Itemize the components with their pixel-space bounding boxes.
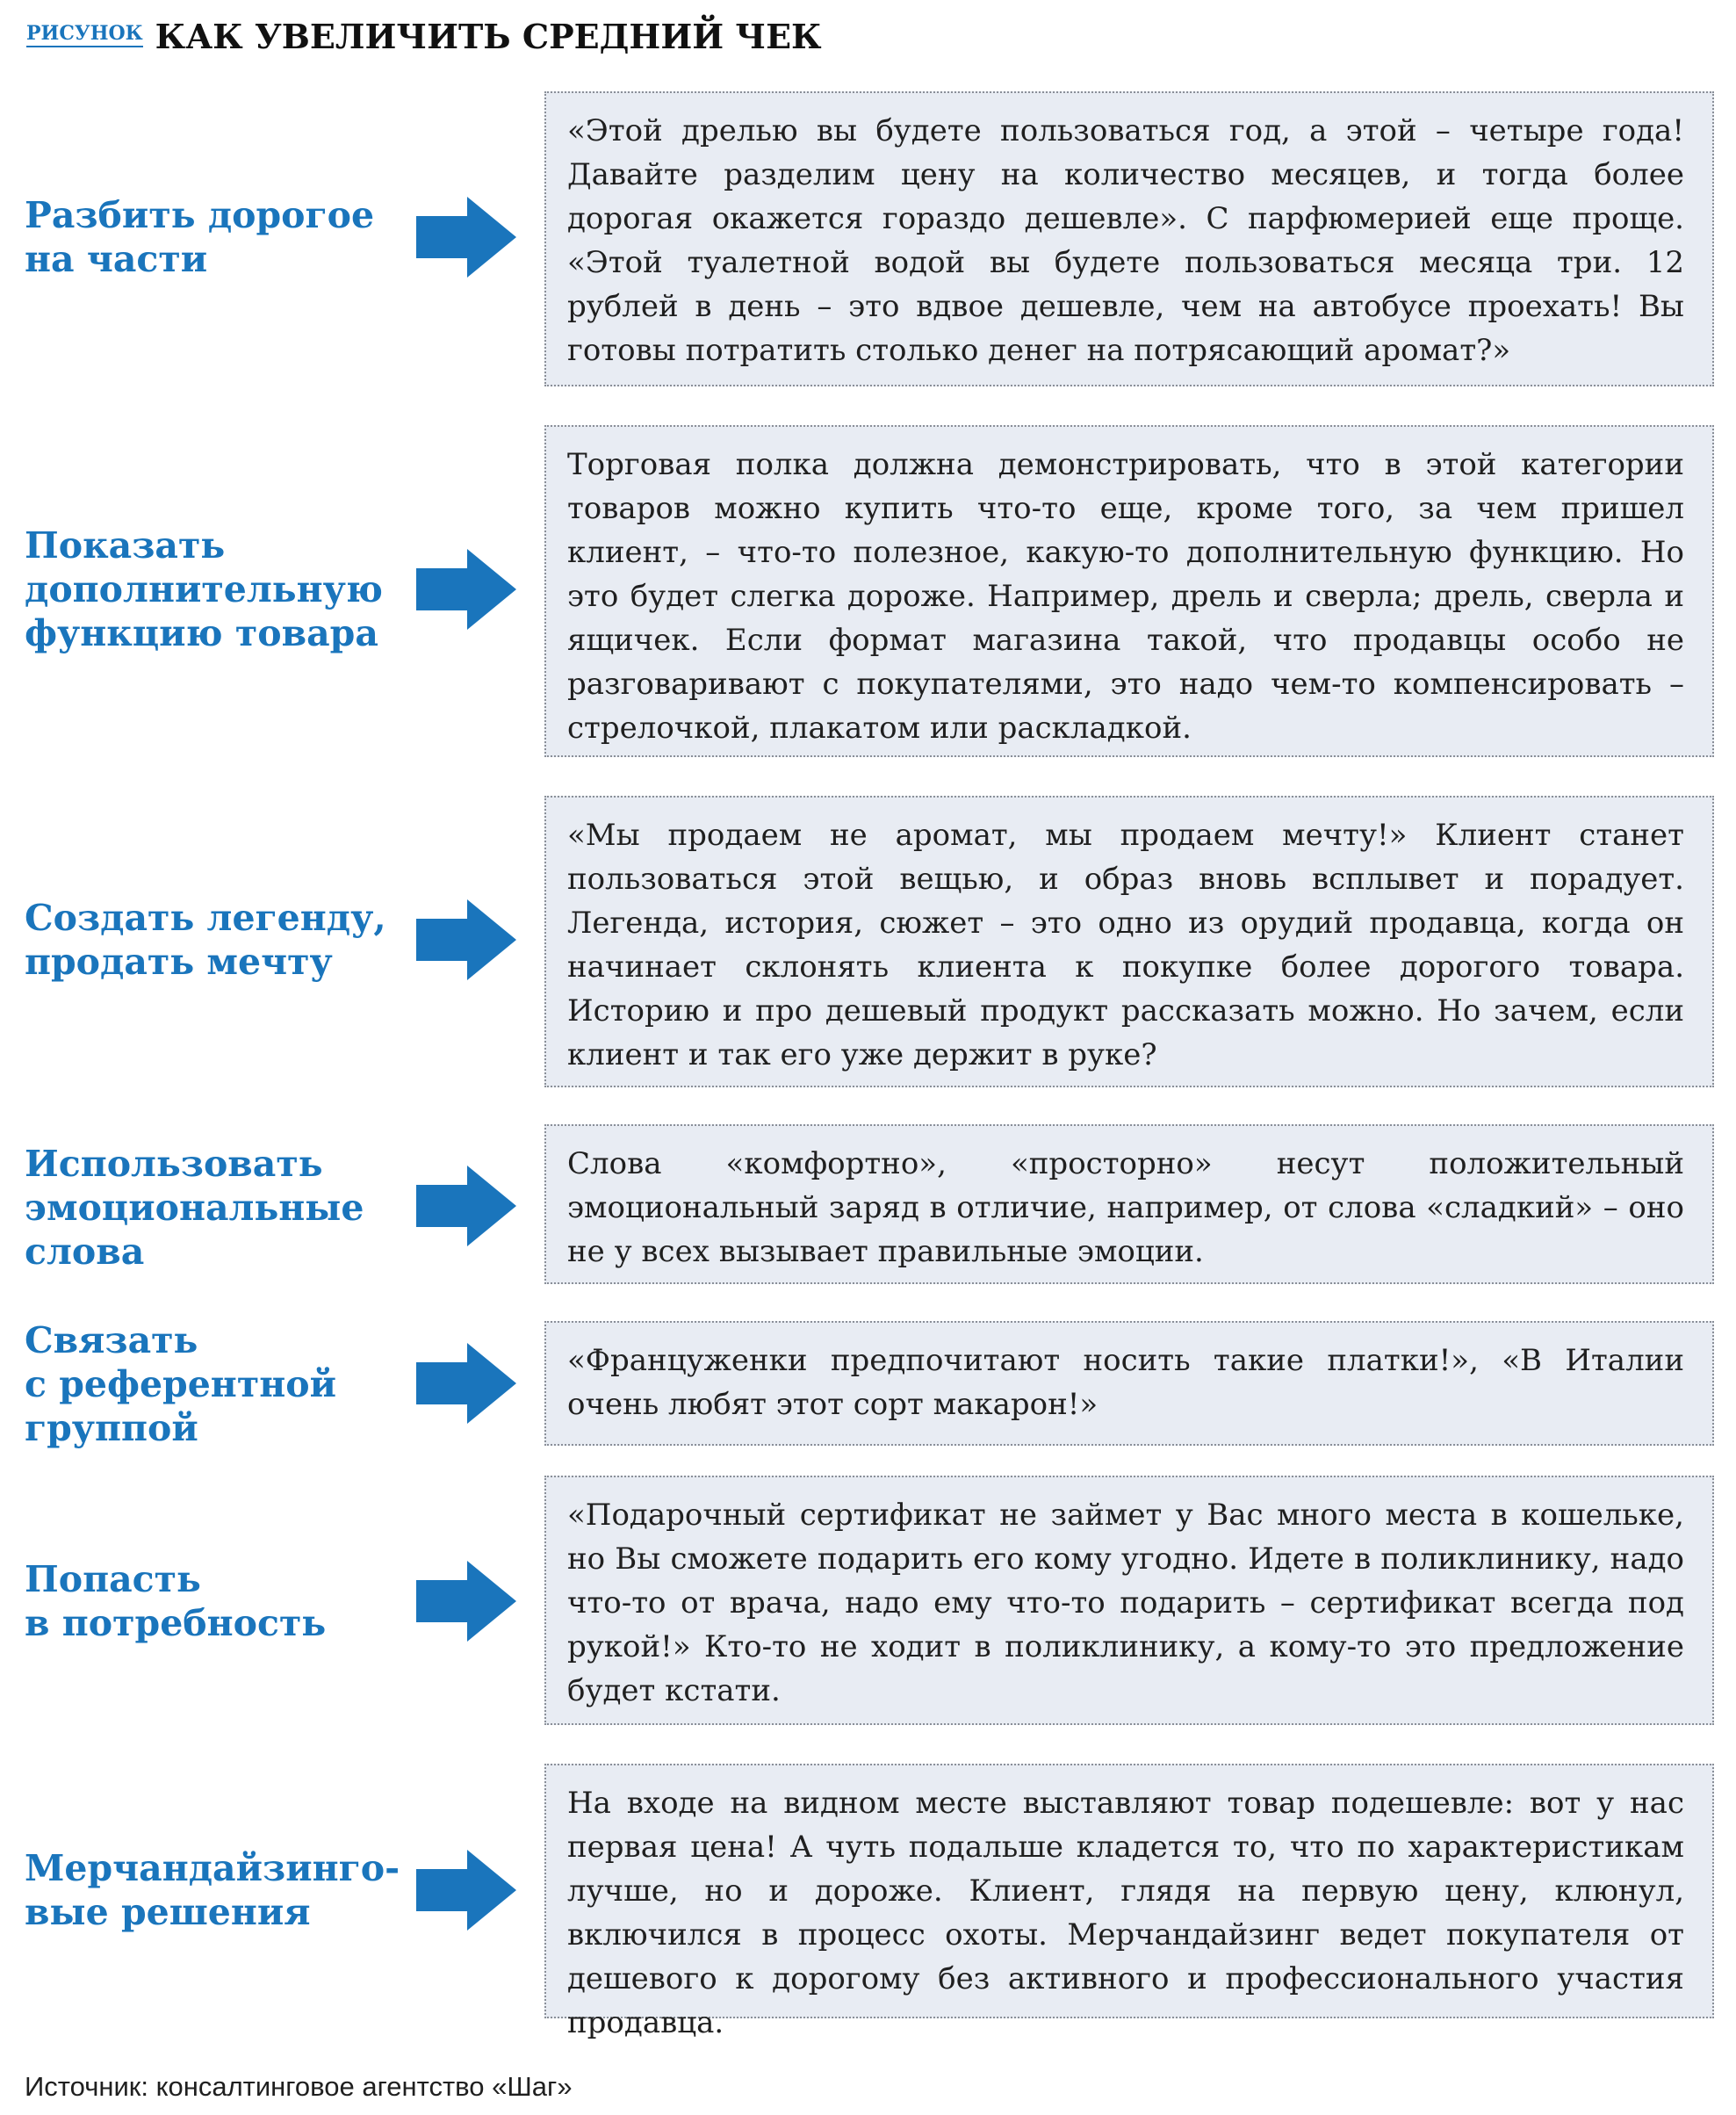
figure-title: КАК УВЕЛИЧИТЬ СРЕДНИЙ ЧЕК	[155, 17, 822, 56]
row-label-need: Попасть в потребность	[25, 1558, 327, 1644]
row-label-legend: Создать легенду, продать мечту	[25, 897, 386, 983]
figure-header	[26, 12, 822, 56]
row-label-split-cost: Разбить дорогое на части	[25, 194, 375, 280]
figure-tag: РИСУНОК	[26, 22, 143, 47]
row-text-legend: «Мы продаем не аромат, мы продаем мечту!» Клиент станет пользоваться этой вещью, и образ вновь всплывет и порадует. Легенда, история, сюжет – это одно из орудий продавца, когда он начинает склонять клиента к покупке более дорогого товара. Историю и про дешевый продукт рассказать можно. Но зачем, если клиент и так его уже держит в руке?	[544, 796, 1714, 1087]
right-arrow-icon	[416, 1850, 516, 1931]
row-text-merchandising: На входе на видном месте выставляют товар подешевле: вот у нас первая цена! А чуть подальше кладется то, что по характеристикам лучше, но и дороже. Клиент, глядя на первую цену, клюнул, включился в процесс охоты. Мерчандайзинг ведет покупателя от дешевого к дорогому без активного и профессионального участия продавца.	[544, 1764, 1714, 2018]
row-text-need: «Подарочный сертификат не займет у Вас много места в кошельке, но Вы сможете подарить его кому угодно. Идете в поликлинику, надо что-то от врача, надо ему что-то подарить – сертификат всегда под рукой!» Кто-то не ходит в поликлинику, а кому-то это предложение будет кстати.	[544, 1476, 1714, 1725]
row-label-extra-function: Показать дополнительную функцию товара	[25, 524, 383, 654]
row-label-reference-group: Связать с референтной группой	[25, 1319, 336, 1449]
right-arrow-icon	[416, 197, 516, 278]
row-label-emotional-words: Использовать эмоциональные слова	[25, 1143, 364, 1273]
row-label-merchandising: Мерчандайзинго- вые решения	[25, 1847, 400, 1933]
right-arrow-icon	[416, 899, 516, 980]
right-arrow-icon	[416, 1343, 516, 1424]
right-arrow-icon	[416, 1166, 516, 1246]
right-arrow-icon	[416, 1561, 516, 1642]
right-arrow-icon	[416, 549, 516, 630]
row-text-extra-function: Торговая полка должна демонстрировать, что в этой категории товаров можно купить что-то еще, кроме того, за чем пришел клиент, – что-то полезное, какую-то дополнительную функцию. Но это будет слегка дороже. Например, дрель и сверла; дрель, сверла и ящичек. Если формат магазина такой, что продавцы особо не разговаривают с покупателями, это надо чем-то компенсировать – стрелочкой, плакатом или раскладкой.	[544, 425, 1714, 757]
row-text-split-cost: «Этой дрелью вы будете пользоваться год, а этой – четыре года! Давайте разделим цену на количество месяцев, и тогда более дорогая окажется гораздо дешевле». С парфюмерией еще проще. «Этой туалетной водой вы будете пользоваться месяца три. 12 рублей в день – это вдвое дешевле, чем на автобусе проехать! Вы готовы потратить столько денег на потрясающий аромат?»	[544, 91, 1714, 386]
source-note: Источник: консалтинговое агентство «Шаг»	[25, 2071, 573, 2102]
row-text-emotional-words: Слова «комфортно», «просторно» несут положительный эмоциональный заряд в отличие, например, от слова «сладкий» – оно не у всех вызывает правильные эмоции.	[544, 1124, 1714, 1284]
row-text-reference-group: «Француженки предпочитают носить такие платки!», «В Италии очень любят этот сорт макарон!»	[544, 1321, 1714, 1446]
